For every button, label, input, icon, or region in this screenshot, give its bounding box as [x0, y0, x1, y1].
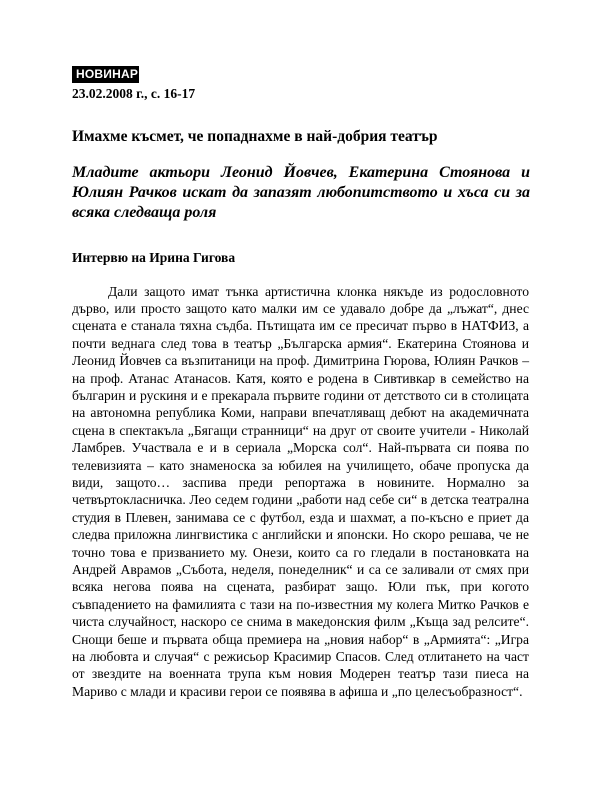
article-subheadline: Младите актьори Леонид Йовчев, Екатерина Стоянова и Юлиян Рачков искат да запазят любопитството и хъса си за всяка следваща роля: [72, 163, 530, 221]
article-headline: Имахме късмет, че попаднахме в най-добрия театър: [72, 127, 438, 145]
logo-text: НОВИНАР: [76, 67, 139, 81]
document-page: [72, 66, 530, 700]
newspaper-logo: [72, 66, 139, 83]
article-body: Дали защото имат тънка артистична клонка някъде из родословното дърво, или просто защото като малки им се удавало добре да „лъжат“, днес сцената е станала тяхна съдба. Пътищата им се пресичат първо в НАТФИЗ, а почти веднага след това в театър „Българска армия“. Екатерина Стоянова и Леонид Йовчев са възпитаници на проф. Димитрина Гюрова, Юлиян Рачков – на проф. Атанас Атанасов. Катя, която е родена в Сивтивкар в семейство на българин и рускиня и е прекарала първите години от детството си в столицата на автономна република Коми, направи впечатляващ дебют на академичната сцена в спектакъла „Бягащи странници“ на друг от своите учители - Николай Ламбрев. Участвала е и в сериала „Морска сол“. Най-първата си поява по телевизията – като знаменоска за юбилея на училището, обаче пропуска да види, защото… заспива преди репортажа в новините. Нормално за четвъртокласничка. Лео седем години „работи над себе си“ в детска театрална студия в Плевен, занимава се с футбол, езда и шахмат, а по-късно е приет да следва приложна лингвистика с английски и японски. Но скоро решава, че не точно това е призванието му. Онези, които са го гледали в постановката на Андрей Аврамов „Събота, неделя, понеделник“ и са се заливали от смях при всяка негова поява на сцената, разбират защо. Юли пък, при когото съвпадението на фамилията с тази на по-известния му колега Митко Рачков е чиста случайност, наскоро се снима в македонския филм „Къща зад релсите“. Снощи беше и първата обща премиера на „новия набор“ в „Армията“: „Игра на любовта и случая“ с режисьор Красимир Спасов. След отлитането на част от звездите на военната трупа към новия Модерен театър тази пиеса на Мариво с млади и красиви герои се появява в афиша и „по целесъобразност“.: [72, 283, 529, 699]
source-date-pages: 23.02.2008 г., с. 16-17: [72, 85, 196, 101]
article-byline: Интервю на Ирина Гигова: [72, 249, 236, 265]
